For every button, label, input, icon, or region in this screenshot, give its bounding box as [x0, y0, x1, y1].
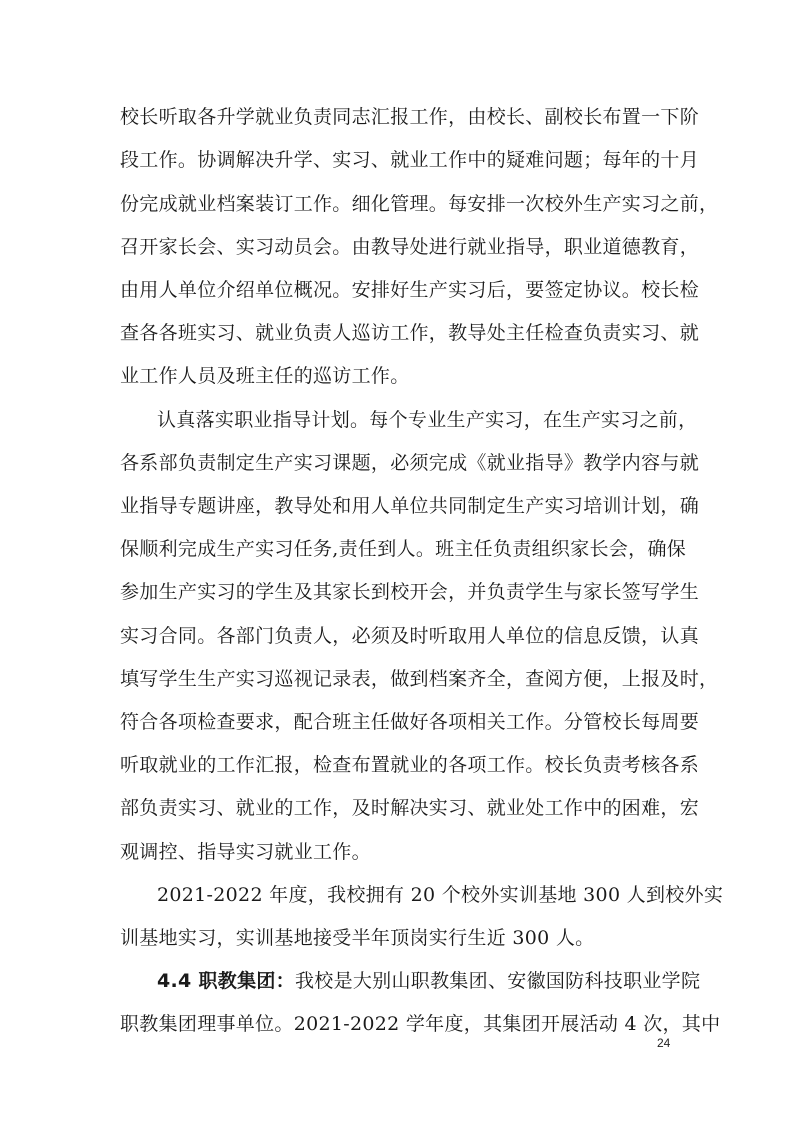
- text-line: 听取就业的工作汇报，检查布置就业的各项工作。校长负责考核各系: [120, 754, 700, 776]
- text-line: 份完成就业档案装订工作。细化管理。每安排一次校外生产实习之前，: [120, 193, 719, 215]
- text-line: 校长听取各升学就业负责同志汇报工作，由校长、副校长布置一下阶: [120, 106, 700, 128]
- text-line: 部负责实习、就业的工作，及时解决实习、就业处工作中的困难，宏: [120, 797, 700, 819]
- text-line: 保顺利完成生产实习任务,责任到人。班主任负责组织家长会，确保: [120, 538, 687, 560]
- text-line: 查各各班实习、就业负责人巡访工作，教导处主任检查负责实习、就: [120, 322, 700, 344]
- text-line: 观调控、指导实习就业工作。: [120, 841, 371, 863]
- paragraph-first-line: 2021-2022 年度，我校拥有 20 个校外实训基地 300 人到校外实: [157, 884, 724, 906]
- paragraph-first-line: 认真落实职业指导计划。每个专业生产实习，在生产实习之前，: [157, 409, 698, 431]
- text-line: 参加生产实习的学生及其家长到校开会，并负责学生与家长签写学生: [120, 581, 700, 603]
- text-line: 职教集团理事单位。2021-2022 学年度，其集团开展活动 4 次，其中: [120, 1013, 721, 1035]
- text-line: 段工作。协调解决升学、实习、就业工作中的疑难问题；每年的十月: [120, 149, 700, 171]
- section-line: [157, 964, 717, 998]
- text-line: 业工作人员及班主任的巡访工作。: [120, 365, 410, 387]
- text-line: 由用人单位介绍单位概况。安排好生产实习后，要签定协议。校长检: [120, 279, 700, 301]
- text-line: 各系部负责制定生产实习课题，必须完成《就业指导》教学内容与就: [120, 452, 700, 474]
- section-heading: 4.4 职教集团：: [157, 970, 295, 992]
- page-number: 24: [657, 1036, 671, 1050]
- section-text: 我校是大别山职教集团、安徽国防科技职业学院: [294, 970, 701, 992]
- text-line: 实习合同。各部门负责人，必须及时听取用人单位的信息反馈，认真: [120, 625, 700, 647]
- text-line: 训基地实习，实训基地接受半年顶岗实行生近 300 人。: [120, 927, 595, 949]
- text-line: 业指导专题讲座，教导处和用人单位共同制定生产实习培训计划，确: [120, 495, 700, 517]
- text-line: 召开家长会、实习动员会。由教导处进行就业指导，职业道德教育，: [120, 236, 700, 258]
- text-line: 符合各项检查要求，配合班主任做好各项相关工作。分管校长每周要: [120, 711, 700, 733]
- text-line: 填写学生生产实习巡视记录表，做到档案齐全，查阅方便，上报及时，: [120, 668, 719, 690]
